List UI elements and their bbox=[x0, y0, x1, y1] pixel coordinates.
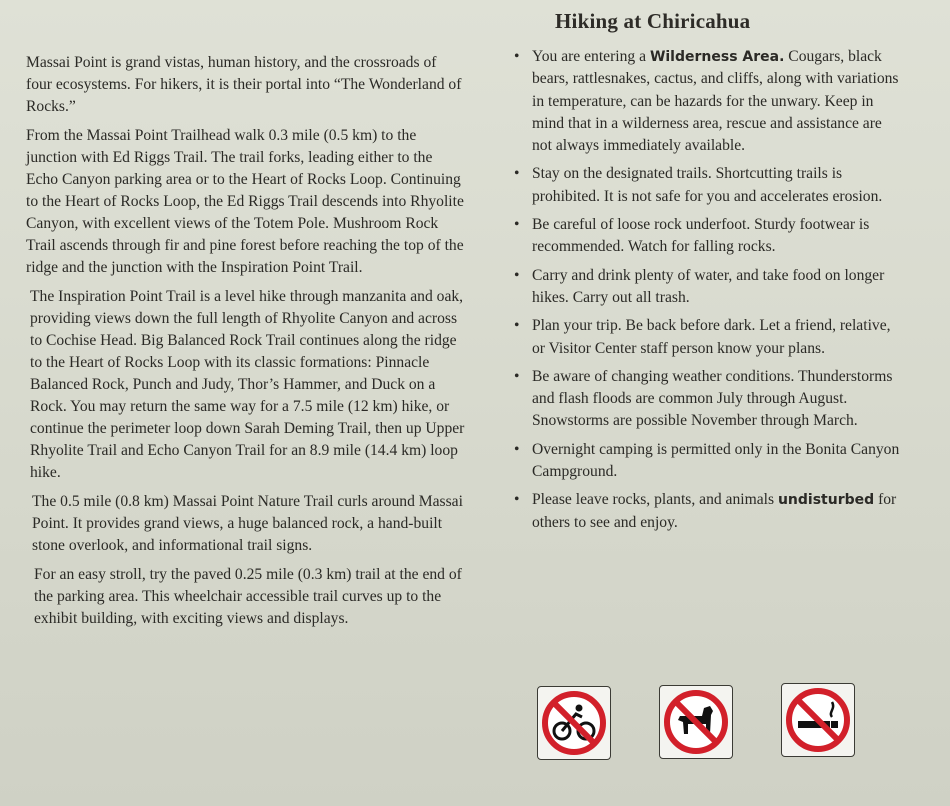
rule-leave-undisturbed: • Please leave rocks, plants, and animals undisturbed for others to see and enjoy. bbox=[514, 491, 897, 531]
prohibition-signs bbox=[537, 683, 857, 758]
bullet-marker: • bbox=[514, 367, 520, 385]
bullet-marker: • bbox=[514, 165, 520, 183]
sign-title: Hiking at Chiricahua bbox=[555, 9, 751, 33]
rules-list bbox=[512, 46, 902, 540]
paragraph-heart-of-rocks: From the Massai Point Trailhead walk 0.3 mile (0.5 km) to the junction with Ed Riggs Trail. The trail forks, leading either to the Echo Canyon parking area or to the Heart of Rocks Loop. Continuing to the Heart of Rocks Loop, the Ed Riggs Trail descends into Rhyolite Canyon, with excellent views of the Totem Pole. Mushroom Rock Trail ascends through fir and pine forest before reaching the top of the ridge and the junction with the Inspiration Point Trail. bbox=[26, 127, 464, 276]
rule-weather: • Be aware of changing weather conditions. Thunderstorms and flash floods are common July through August. Snowstorms are possible November through March. bbox=[514, 367, 893, 430]
rule-designated-trails: • Stay on the designated trails. Shortcutting trails is prohibited. It is not safe for you and accelerates erosion. bbox=[514, 165, 883, 205]
no-smoking-icon bbox=[781, 683, 855, 757]
paragraph-easy-stroll: For an easy stroll, try the paved 0.25 mile (0.3 km) trail at the end of the parking area. This wheelchair accessible trail curves up to the exhibit building, with exciting views and displays. bbox=[34, 566, 462, 627]
bullet-marker: • bbox=[514, 266, 520, 284]
no-bicycles-icon bbox=[537, 686, 611, 760]
bullet-marker: • bbox=[514, 216, 520, 234]
no-dogs-icon bbox=[659, 685, 733, 759]
bullet-marker: • bbox=[514, 491, 520, 509]
paragraph-nature-trail: The 0.5 mile (0.8 km) Massai Point Nature Trail curls around Massai Point. It provides grand views, a huge balanced rock, a hand-built stone overlook, and informational trail signs. bbox=[32, 493, 463, 554]
left-column bbox=[26, 52, 466, 637]
bullet-marker: • bbox=[514, 48, 520, 65]
rule-wilderness: • You are entering a Wilderness Area. Cougars, black bears, rattlesnakes, cactus, and cliffs, along with variations in temperature, can be hazards for the unwary. Keep in mind that in a wilderness area, rescue and assistance are not always immediately available. bbox=[514, 48, 899, 155]
rule-plan-trip: • Plan your trip. Be back before dark. Let a friend, relative, or Visitor Center staff person know your plans. bbox=[514, 317, 891, 357]
rule-water: • Carry and drink plenty of water, and take food on longer hikes. Carry out all trash. bbox=[514, 266, 885, 306]
bullet-marker: • bbox=[514, 317, 520, 335]
rule-camping: • Overnight camping is permitted only in the Bonita Canyon Campground. bbox=[514, 440, 900, 481]
bullet-marker: • bbox=[514, 440, 520, 458]
paragraph-inspiration-point: The Inspiration Point Trail is a level hike through manzanita and oak, providing views down the full length of Rhyolite Canyon and across to Cochise Head. Big Balanced Rock Trail continues along the ridge to the Heart of Rocks Loop with its classic formations: Pinnacle Balanced Rock, Punch and Judy, Thor’s Hammer, and Duck on a Rock. You may return the same way for a 7.5 mile (12 km) hike, or continue the perimeter loop down Sarah Deming Trail, then up Upper Rhyolite Trail and Echo Canyon Trail for an 8.9 mile (14.4 km) loop hike. bbox=[30, 288, 465, 481]
paragraph-intro: Massai Point is grand vistas, human history, and the crossroads of four ecosystems. For hikers, it is their portal into “The Wonderland of Rocks.” bbox=[26, 54, 462, 115]
rule-loose-rock: • Be careful of loose rock underfoot. Sturdy footwear is recommended. Watch for falling rocks. bbox=[514, 216, 870, 256]
